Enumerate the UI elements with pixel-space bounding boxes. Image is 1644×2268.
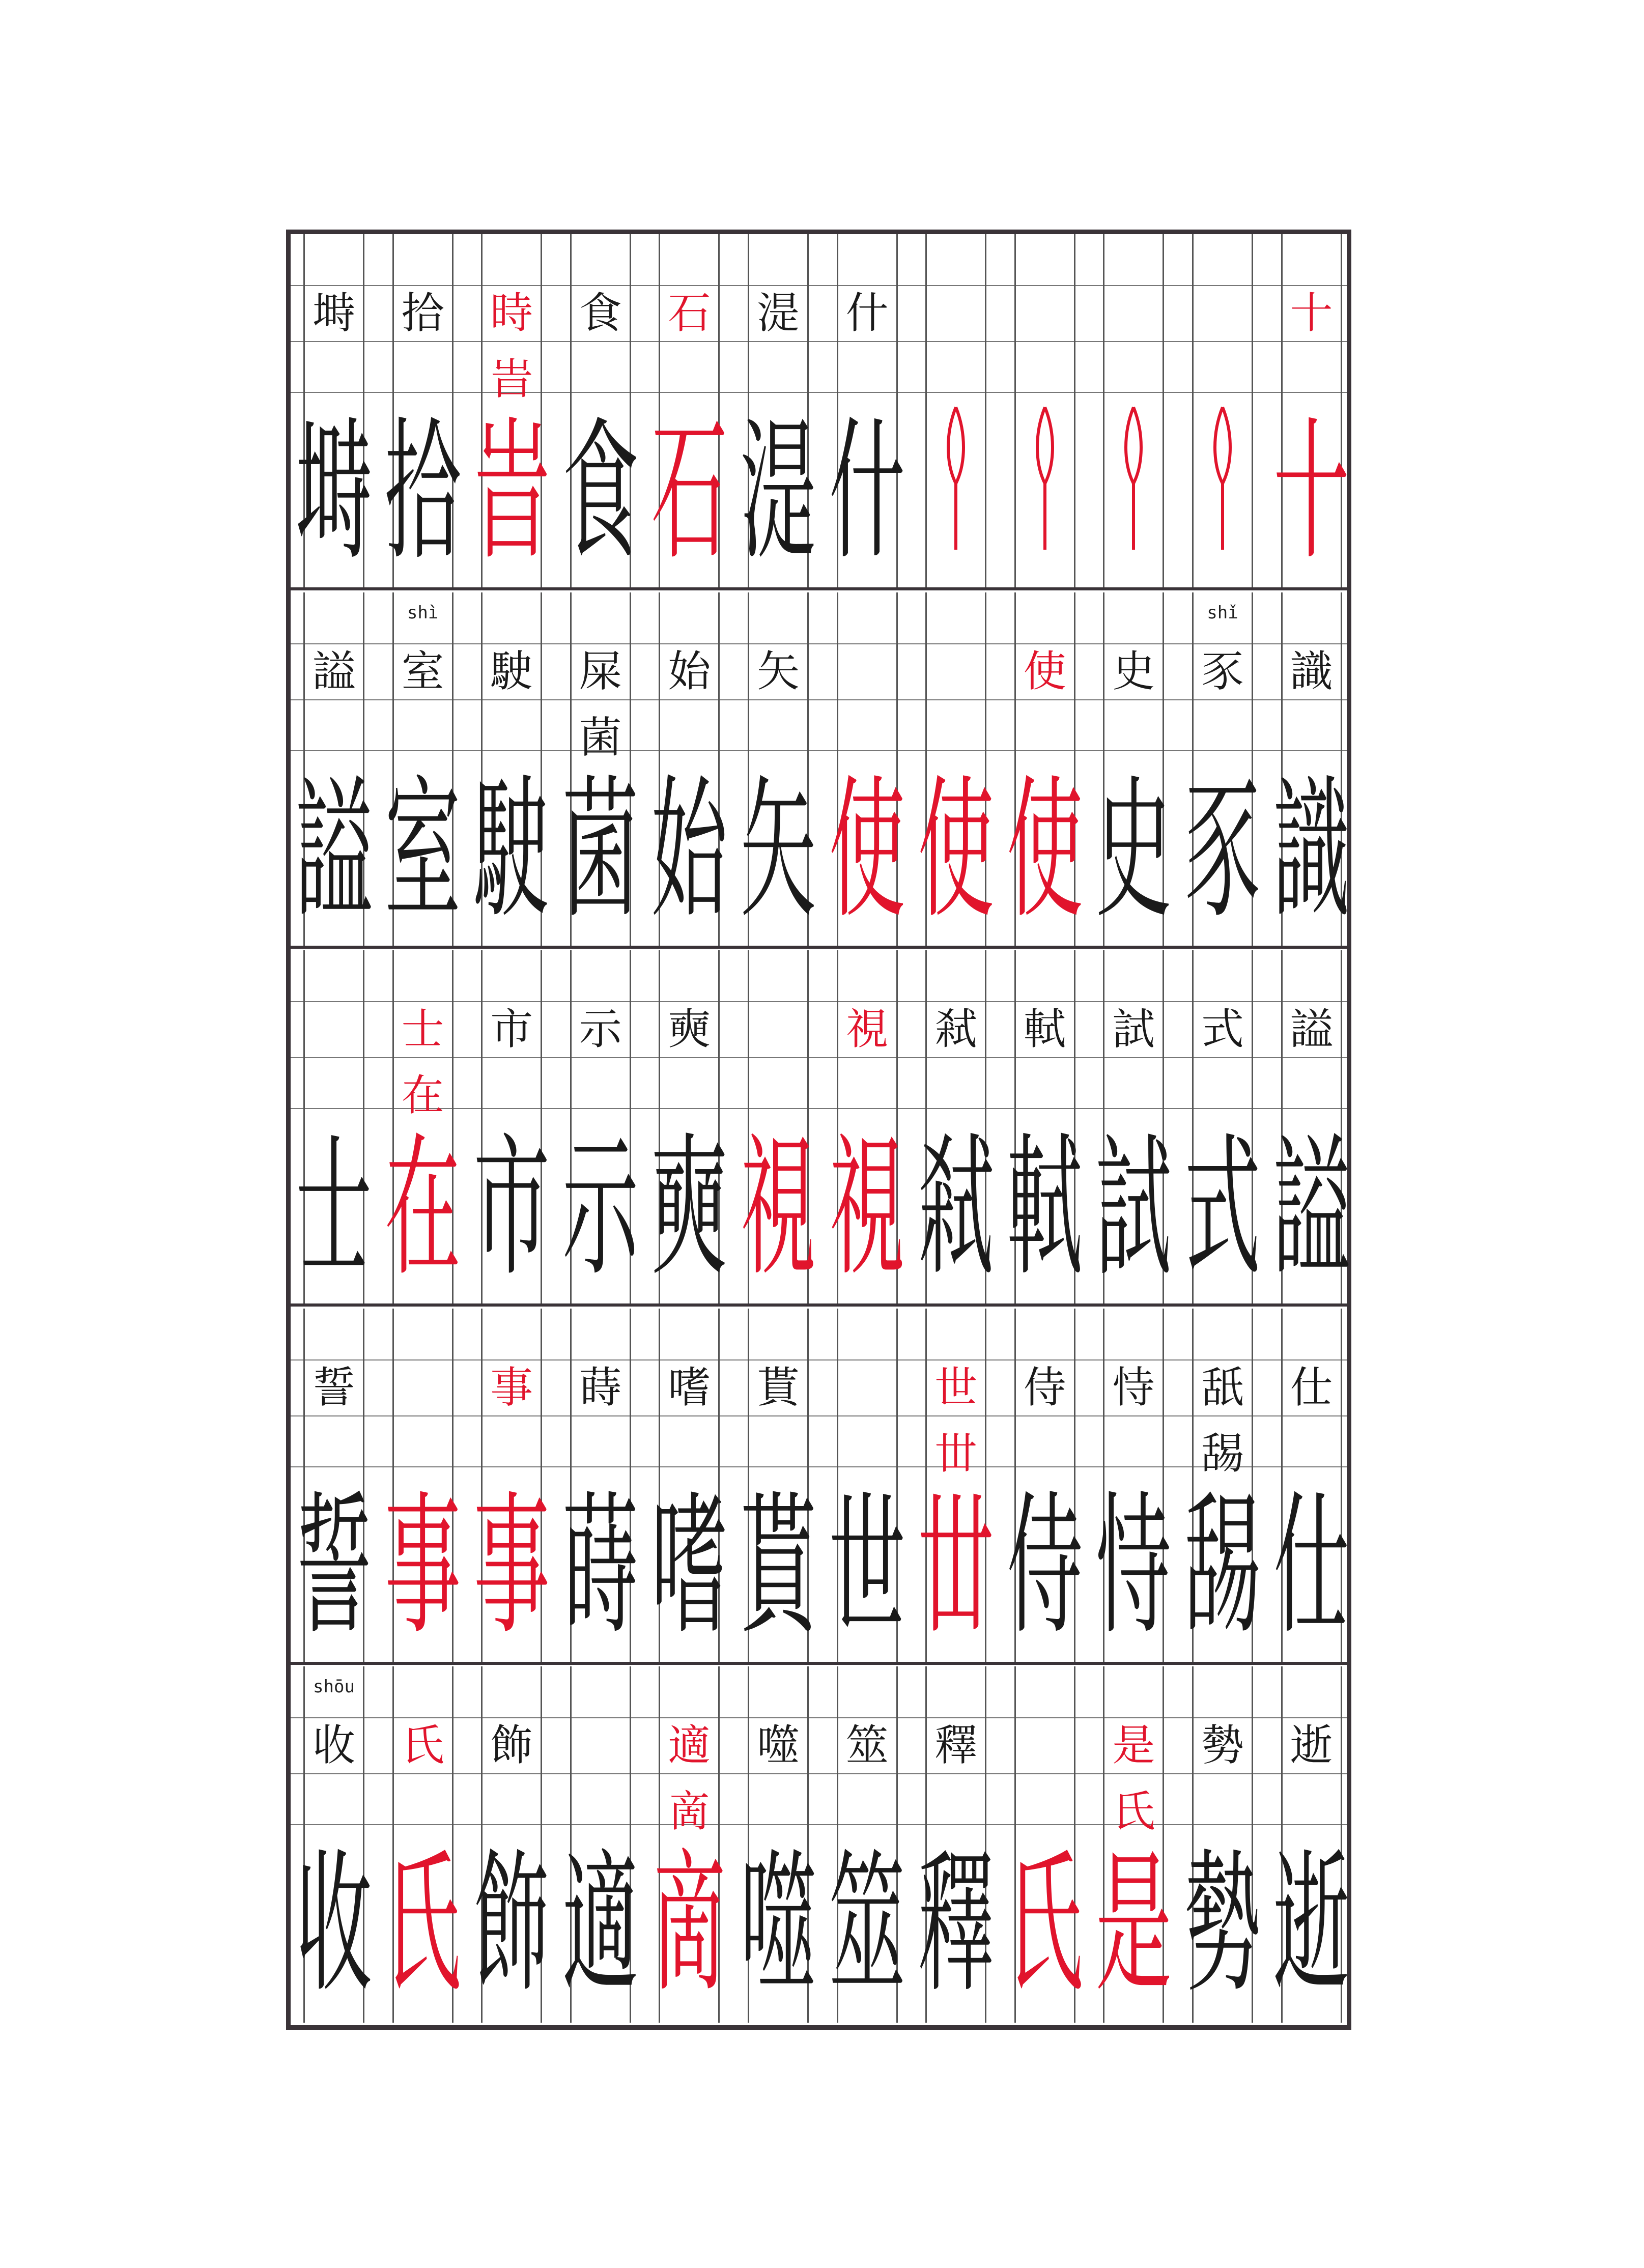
character-cell xyxy=(384,234,461,587)
table-band xyxy=(291,592,1350,949)
regular-script-char: 史 xyxy=(1112,646,1155,696)
character-cell xyxy=(829,592,905,946)
pinyin-label: shōu xyxy=(313,1677,355,1697)
seal-script-glyph: 勢 xyxy=(1184,1836,1261,2014)
seal-script-glyph: 使 xyxy=(1006,762,1083,940)
seal-script-glyph: 嗜 xyxy=(651,1478,728,1656)
seal-script-glyph: 市 xyxy=(473,1120,550,1298)
regular-script-char: 恃 xyxy=(1112,1362,1155,1412)
seal-script-glyph: 丗 xyxy=(918,1478,995,1656)
seal-script-glyph: 十 xyxy=(1273,404,1350,581)
seal-script-glyph: 釋 xyxy=(918,1836,995,2014)
character-cell xyxy=(740,592,817,946)
seal-script-glyph: 事 xyxy=(384,1478,461,1656)
seal-script-glyph: 收 xyxy=(296,1836,373,2014)
regular-script-char: 湜 xyxy=(756,288,800,338)
character-cell xyxy=(1014,234,1075,587)
seal-script-glyph: 奭 xyxy=(651,1120,728,1298)
seal-script-glyph: 謚 xyxy=(296,762,373,940)
regular-script-char: 筮 xyxy=(845,1720,889,1771)
character-cell xyxy=(562,592,639,946)
seal-script-glyph: 蒔 xyxy=(562,1478,639,1656)
seal-script-glyph: 仕 xyxy=(1273,1478,1350,1656)
character-cell xyxy=(1273,1666,1350,2023)
regular-script-char: 食 xyxy=(579,288,622,338)
character-cell xyxy=(473,592,550,946)
table-band xyxy=(291,950,1350,1307)
variant-char: 菌 xyxy=(579,712,622,762)
character-cell xyxy=(1006,1666,1083,2023)
character-cell xyxy=(740,1309,817,1662)
character-cell xyxy=(918,950,995,1303)
character-cell xyxy=(651,1309,728,1662)
character-cell xyxy=(829,950,905,1303)
seal-script-glyph: 識 xyxy=(1273,762,1350,940)
character-cell xyxy=(1273,234,1350,587)
character-cell xyxy=(296,950,373,1303)
regular-script-char: 嗜 xyxy=(668,1362,711,1412)
seal-script-glyph: 式 xyxy=(1184,1120,1261,1298)
seal-script-glyph: 湜 xyxy=(740,404,817,581)
character-table xyxy=(286,230,1351,2030)
character-cell xyxy=(740,1666,817,2023)
seal-script-glyph: 謚 xyxy=(1273,1120,1350,1298)
seal-script-glyph: 拾 xyxy=(384,404,461,581)
character-cell xyxy=(740,234,817,587)
table-band xyxy=(291,1309,1350,1665)
character-cell xyxy=(384,592,461,946)
seal-script-glyph: 試 xyxy=(1095,1120,1172,1298)
character-cell xyxy=(384,950,461,1303)
character-cell xyxy=(1006,1309,1083,1662)
seal-script-glyph: 矢 xyxy=(740,762,817,940)
regular-script-char: 逝 xyxy=(1290,1720,1333,1771)
character-cell xyxy=(918,1666,995,2023)
seal-script-glyph: 室 xyxy=(384,762,461,940)
seal-script-glyph: 石 xyxy=(651,404,728,581)
regular-script-char: 始 xyxy=(668,646,711,696)
regular-script-char: 式 xyxy=(1201,1004,1244,1055)
character-cell xyxy=(562,1666,639,2023)
seal-script-glyph: 恃 xyxy=(1095,1478,1172,1656)
regular-script-char: 豕 xyxy=(1201,646,1244,696)
character-cell xyxy=(1192,234,1253,587)
character-cell xyxy=(925,234,986,587)
character-cell xyxy=(384,1666,461,2023)
character-cell xyxy=(651,592,728,946)
character-cell xyxy=(918,1309,995,1662)
regular-script-char: 是 xyxy=(1112,1720,1155,1771)
seal-script-glyph: 什 xyxy=(829,404,905,581)
character-cell xyxy=(384,1309,461,1662)
character-cell xyxy=(1103,234,1164,587)
regular-script-char: 世 xyxy=(934,1362,978,1412)
character-cell xyxy=(562,234,639,587)
regular-script-char: 貰 xyxy=(756,1362,800,1412)
variant-char: 旹 xyxy=(490,354,533,404)
pinyin-label: shǐ xyxy=(1207,602,1238,623)
character-cell xyxy=(651,1666,728,2023)
character-cell xyxy=(1095,1309,1172,1662)
regular-script-char: 弒 xyxy=(934,1004,978,1055)
character-cell xyxy=(651,234,728,587)
regular-script-char: 事 xyxy=(490,1362,533,1412)
seal-script-glyph: 啇 xyxy=(651,1836,728,2014)
character-cell xyxy=(1273,1309,1350,1662)
regular-script-char: 飾 xyxy=(490,1720,533,1771)
character-cell xyxy=(296,1666,373,2023)
variant-char: 在 xyxy=(401,1070,444,1121)
seal-script-glyph: 駛 xyxy=(473,762,550,940)
regular-script-char: 識 xyxy=(1290,646,1333,696)
seal-script-glyph: 在 xyxy=(384,1120,461,1298)
regular-script-char: 奭 xyxy=(668,1004,711,1055)
seal-script-glyph: 氏 xyxy=(384,1836,461,2014)
regular-script-char: 舐 xyxy=(1201,1362,1244,1412)
character-cell xyxy=(296,592,373,946)
regular-script-char: 示 xyxy=(579,1004,622,1055)
seal-script-glyph: 食 xyxy=(562,404,639,581)
regular-script-char: 蒔 xyxy=(579,1362,622,1412)
character-cell xyxy=(829,1309,905,1662)
character-cell xyxy=(1006,950,1083,1303)
regular-script-char: 時 xyxy=(490,288,533,338)
regular-script-char: 市 xyxy=(490,1004,533,1055)
character-cell xyxy=(473,234,550,587)
character-cell xyxy=(473,1309,550,1662)
regular-script-char: 士 xyxy=(401,1004,444,1055)
character-cell xyxy=(1184,950,1261,1303)
seal-script-glyph: 氏 xyxy=(1006,1836,1083,2014)
seal-script-glyph: 世 xyxy=(829,1478,905,1656)
character-cell xyxy=(829,234,905,587)
regular-script-char: 拾 xyxy=(401,288,444,338)
pinyin-label: shì xyxy=(407,602,439,623)
variant-char: 氏 xyxy=(1112,1787,1155,1837)
regular-script-char: 什 xyxy=(845,288,889,338)
seal-script-glyph: 使 xyxy=(829,762,905,940)
character-cell xyxy=(296,1309,373,1662)
character-cell xyxy=(473,950,550,1303)
regular-script-char: 軾 xyxy=(1023,1004,1066,1055)
seal-script-glyph: 飾 xyxy=(473,1836,550,2014)
seal-script-glyph: 士 xyxy=(296,1120,373,1298)
seal-script-glyph: 事 xyxy=(473,1478,550,1656)
regular-script-char: 謚 xyxy=(1290,1004,1333,1055)
seal-script-glyph: 貰 xyxy=(740,1478,817,1656)
regular-script-char: 釋 xyxy=(934,1720,978,1771)
seal-script-glyph: 是 xyxy=(1095,1836,1172,2014)
regular-script-char: 侍 xyxy=(1023,1362,1066,1412)
table-band xyxy=(291,1666,1350,2023)
character-cell xyxy=(1006,592,1083,946)
regular-script-char: 仕 xyxy=(1290,1362,1333,1412)
character-cell xyxy=(296,234,373,587)
character-cell xyxy=(918,592,995,946)
regular-script-char: 使 xyxy=(1023,646,1066,696)
regular-script-char: 試 xyxy=(1112,1004,1155,1055)
regular-script-char: 收 xyxy=(312,1720,355,1771)
seal-script-glyph: 示 xyxy=(562,1120,639,1298)
regular-script-char: 塒 xyxy=(312,288,355,338)
seal-script-glyph: 弒 xyxy=(918,1120,995,1298)
regular-script-char: 十 xyxy=(1290,288,1333,338)
regular-script-char: 室 xyxy=(401,646,444,696)
seal-script-glyph: 始 xyxy=(651,762,728,940)
character-cell xyxy=(1273,592,1350,946)
regular-script-char: 謚 xyxy=(312,646,355,696)
seal-script-glyph: 塒 xyxy=(296,404,373,581)
regular-script-char: 勢 xyxy=(1201,1720,1244,1771)
seal-script-glyph: 史 xyxy=(1095,762,1172,940)
seal-script-glyph: 視 xyxy=(740,1120,817,1298)
character-cell xyxy=(1273,950,1350,1303)
character-cell xyxy=(1095,950,1172,1303)
table-band xyxy=(291,234,1350,590)
character-cell xyxy=(1184,1309,1261,1662)
character-cell xyxy=(651,950,728,1303)
seal-script-glyph: 適 xyxy=(562,1836,639,2014)
seal-script-glyph: 筮 xyxy=(829,1836,905,2014)
seal-script-glyph: 使 xyxy=(918,762,995,940)
seal-script-glyph: 豕 xyxy=(1184,762,1261,940)
seal-script-glyph: 噬 xyxy=(740,1836,817,2014)
regular-script-char: 矢 xyxy=(756,646,800,696)
character-cell xyxy=(740,950,817,1303)
regular-script-char: 屎 xyxy=(579,646,622,696)
variant-char: 舓 xyxy=(1201,1428,1244,1479)
regular-script-char: 氏 xyxy=(401,1720,444,1771)
seal-script-glyph: 逝 xyxy=(1273,1836,1350,2014)
character-cell xyxy=(1095,592,1172,946)
regular-script-char: 誓 xyxy=(312,1362,355,1412)
regular-script-char: 噬 xyxy=(756,1720,800,1771)
regular-script-char: 視 xyxy=(845,1004,889,1055)
character-cell xyxy=(1095,1666,1172,2023)
character-cell xyxy=(1184,1666,1261,2023)
regular-script-char: 石 xyxy=(668,288,711,338)
seal-script-glyph: 侍 xyxy=(1006,1478,1083,1656)
character-cell xyxy=(473,1666,550,2023)
seal-script-glyph: 軾 xyxy=(1006,1120,1083,1298)
seal-script-glyph: 誓 xyxy=(296,1478,373,1656)
seal-script-glyph: 菌 xyxy=(562,762,639,940)
regular-script-char: 適 xyxy=(668,1720,711,1771)
variant-char: 丗 xyxy=(934,1428,978,1479)
character-cell xyxy=(829,1666,905,2023)
regular-script-char: 駛 xyxy=(490,646,533,696)
variant-char: 啇 xyxy=(668,1787,711,1837)
character-cell xyxy=(1184,592,1261,946)
character-cell xyxy=(562,1309,639,1662)
seal-script-glyph: 視 xyxy=(829,1120,905,1298)
character-cell xyxy=(562,950,639,1303)
seal-script-glyph: 旹 xyxy=(473,404,550,581)
seal-script-glyph: 舓 xyxy=(1184,1478,1261,1656)
